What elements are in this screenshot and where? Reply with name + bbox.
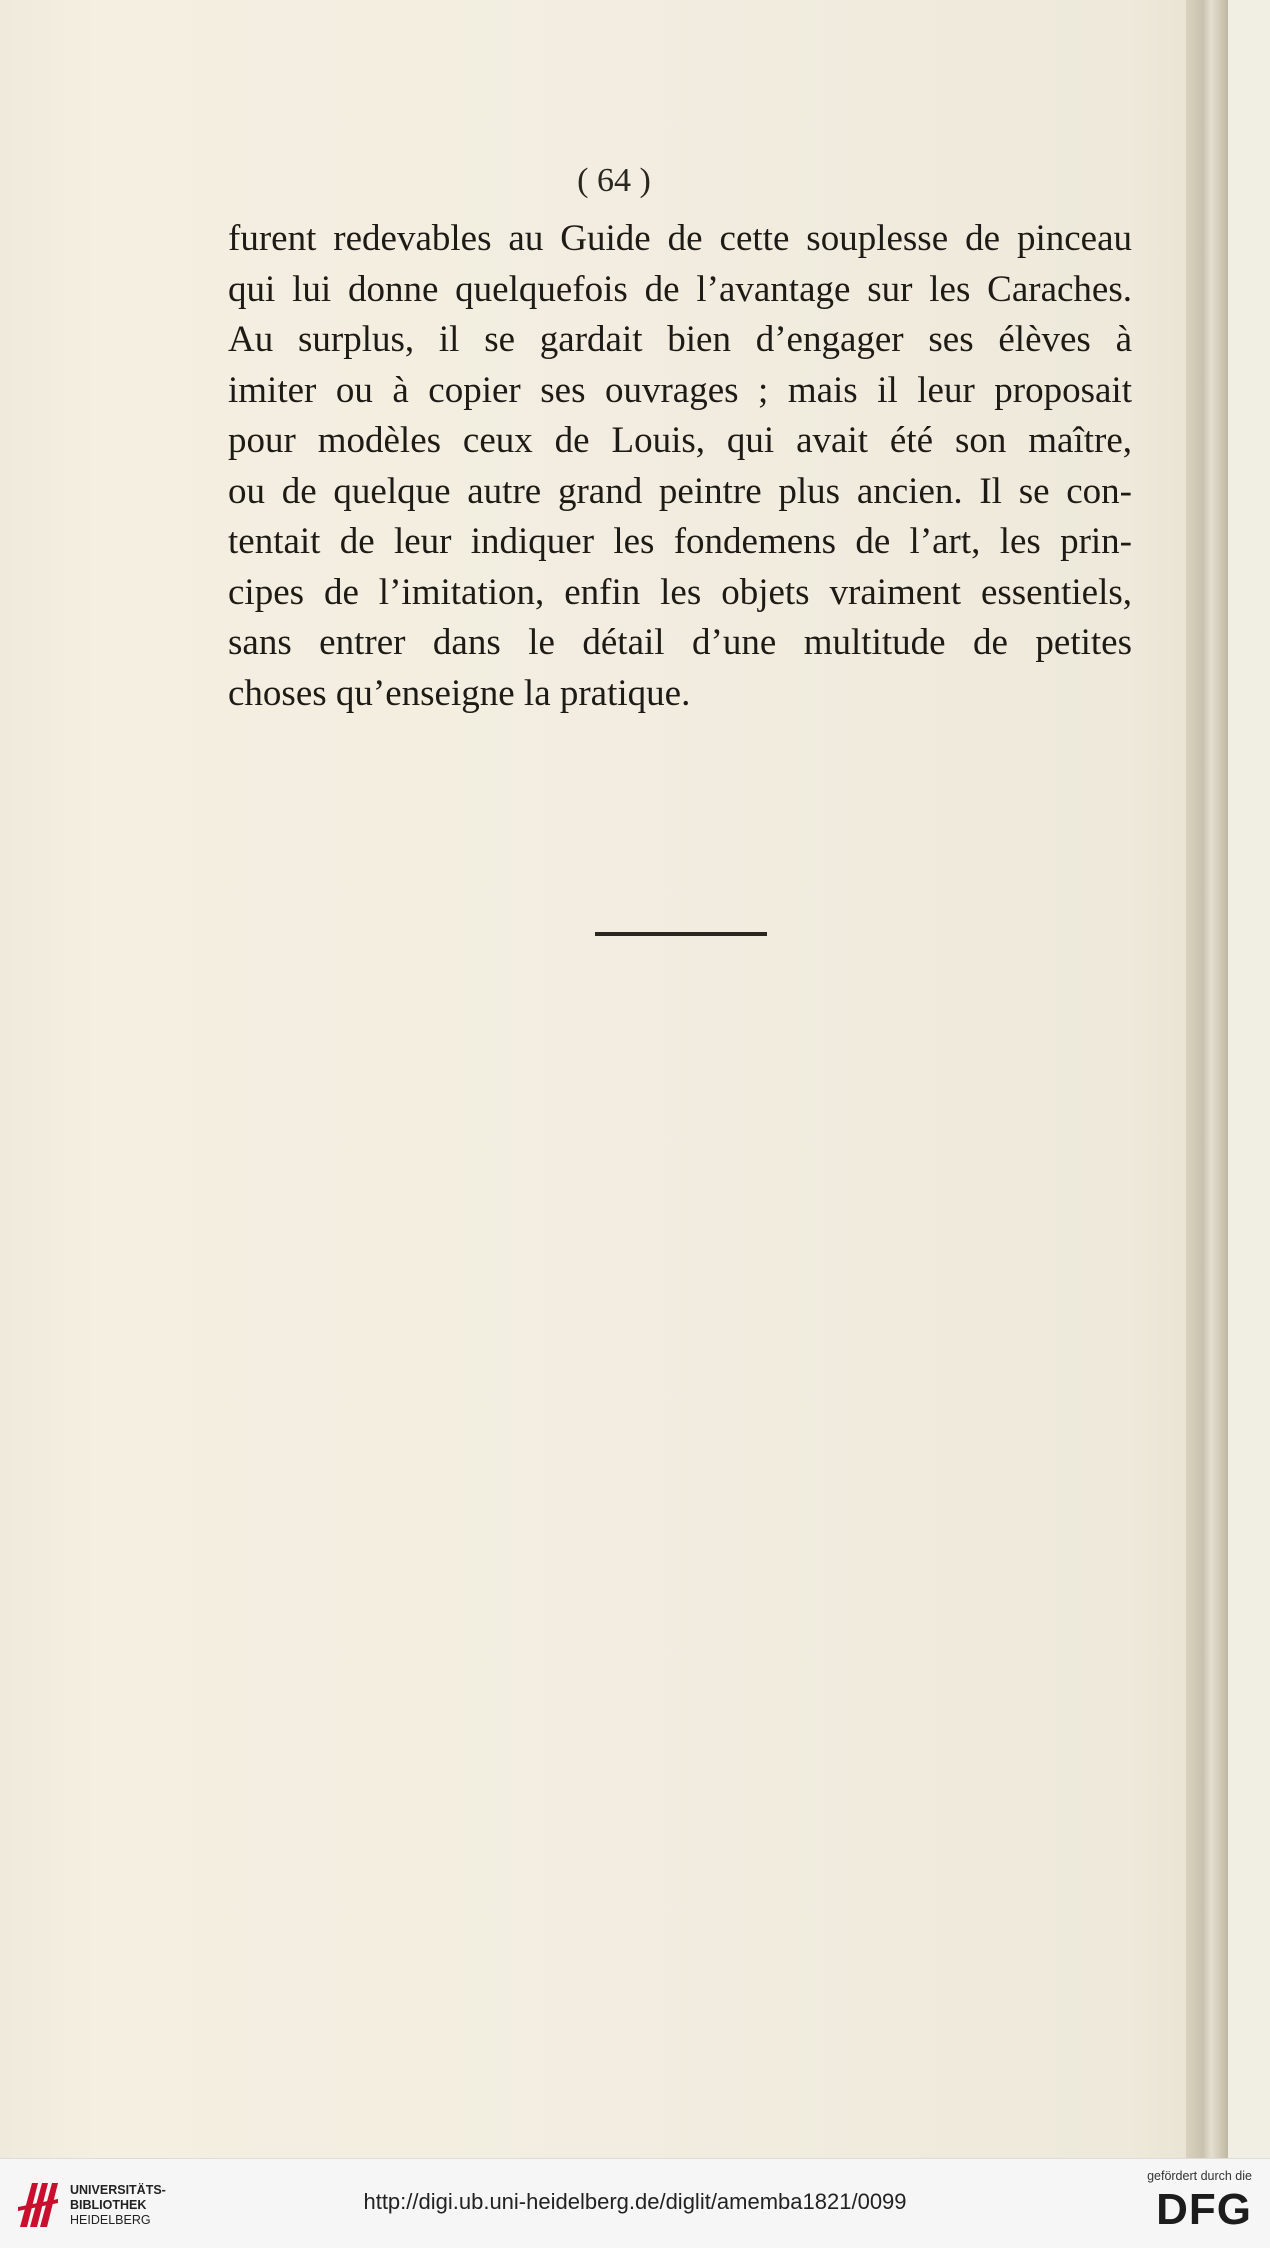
page-number: ( 64 ) <box>577 162 651 199</box>
library-name-line2: BIBLIOTHEK <box>70 2198 147 2212</box>
text-line: Au surplus, il se gardait bien d’engager ses élèves à <box>228 319 1132 360</box>
dfg-logo: DFG <box>1156 2185 1252 2234</box>
text-line: cipes de l’imitation, enfin les objets vraiment essentiels, <box>228 571 1132 613</box>
permalink-url[interactable]: http://digi.ub.uni-heidelberg.de/diglit/amemba1821/0099 <box>363 2189 907 2214</box>
body-text <box>228 214 1132 719</box>
text-line: imiter ou à copier ses ouvrages ; mais il leur proposait <box>228 369 1132 411</box>
bleed-through-shadow <box>230 650 1130 1830</box>
text-line: ou de quelque autre grand peintre plus ancien. Il se con- <box>228 470 1132 512</box>
funding-label: gefördert durch die <box>1147 2169 1252 2183</box>
text-line: pour modèles ceux de Louis, qui avait été son maître, <box>228 420 1132 461</box>
text-line: qui lui donne quelquefois de l’avantage sur les Caraches. <box>228 268 1132 310</box>
page-edge <box>1186 0 1228 2158</box>
text-line: furent redevables au Guide de cette souplesse de pinceau <box>228 218 1132 259</box>
section-divider <box>595 932 767 936</box>
text-line: sans entrer dans le détail d’une multitude de petites <box>228 622 1132 663</box>
text-line: tentait de leur indiquer les fondemens de l’art, les prin- <box>228 521 1132 562</box>
library-name-line3: HEIDELBERG <box>70 2213 151 2227</box>
text-line: choses qu’enseigne la pratique. <box>228 672 691 714</box>
funder-badge[interactable] <box>1112 2169 1252 2243</box>
library-name-line1: UNIVERSITÄTS- <box>70 2183 166 2197</box>
footer-bar <box>0 2158 1270 2248</box>
